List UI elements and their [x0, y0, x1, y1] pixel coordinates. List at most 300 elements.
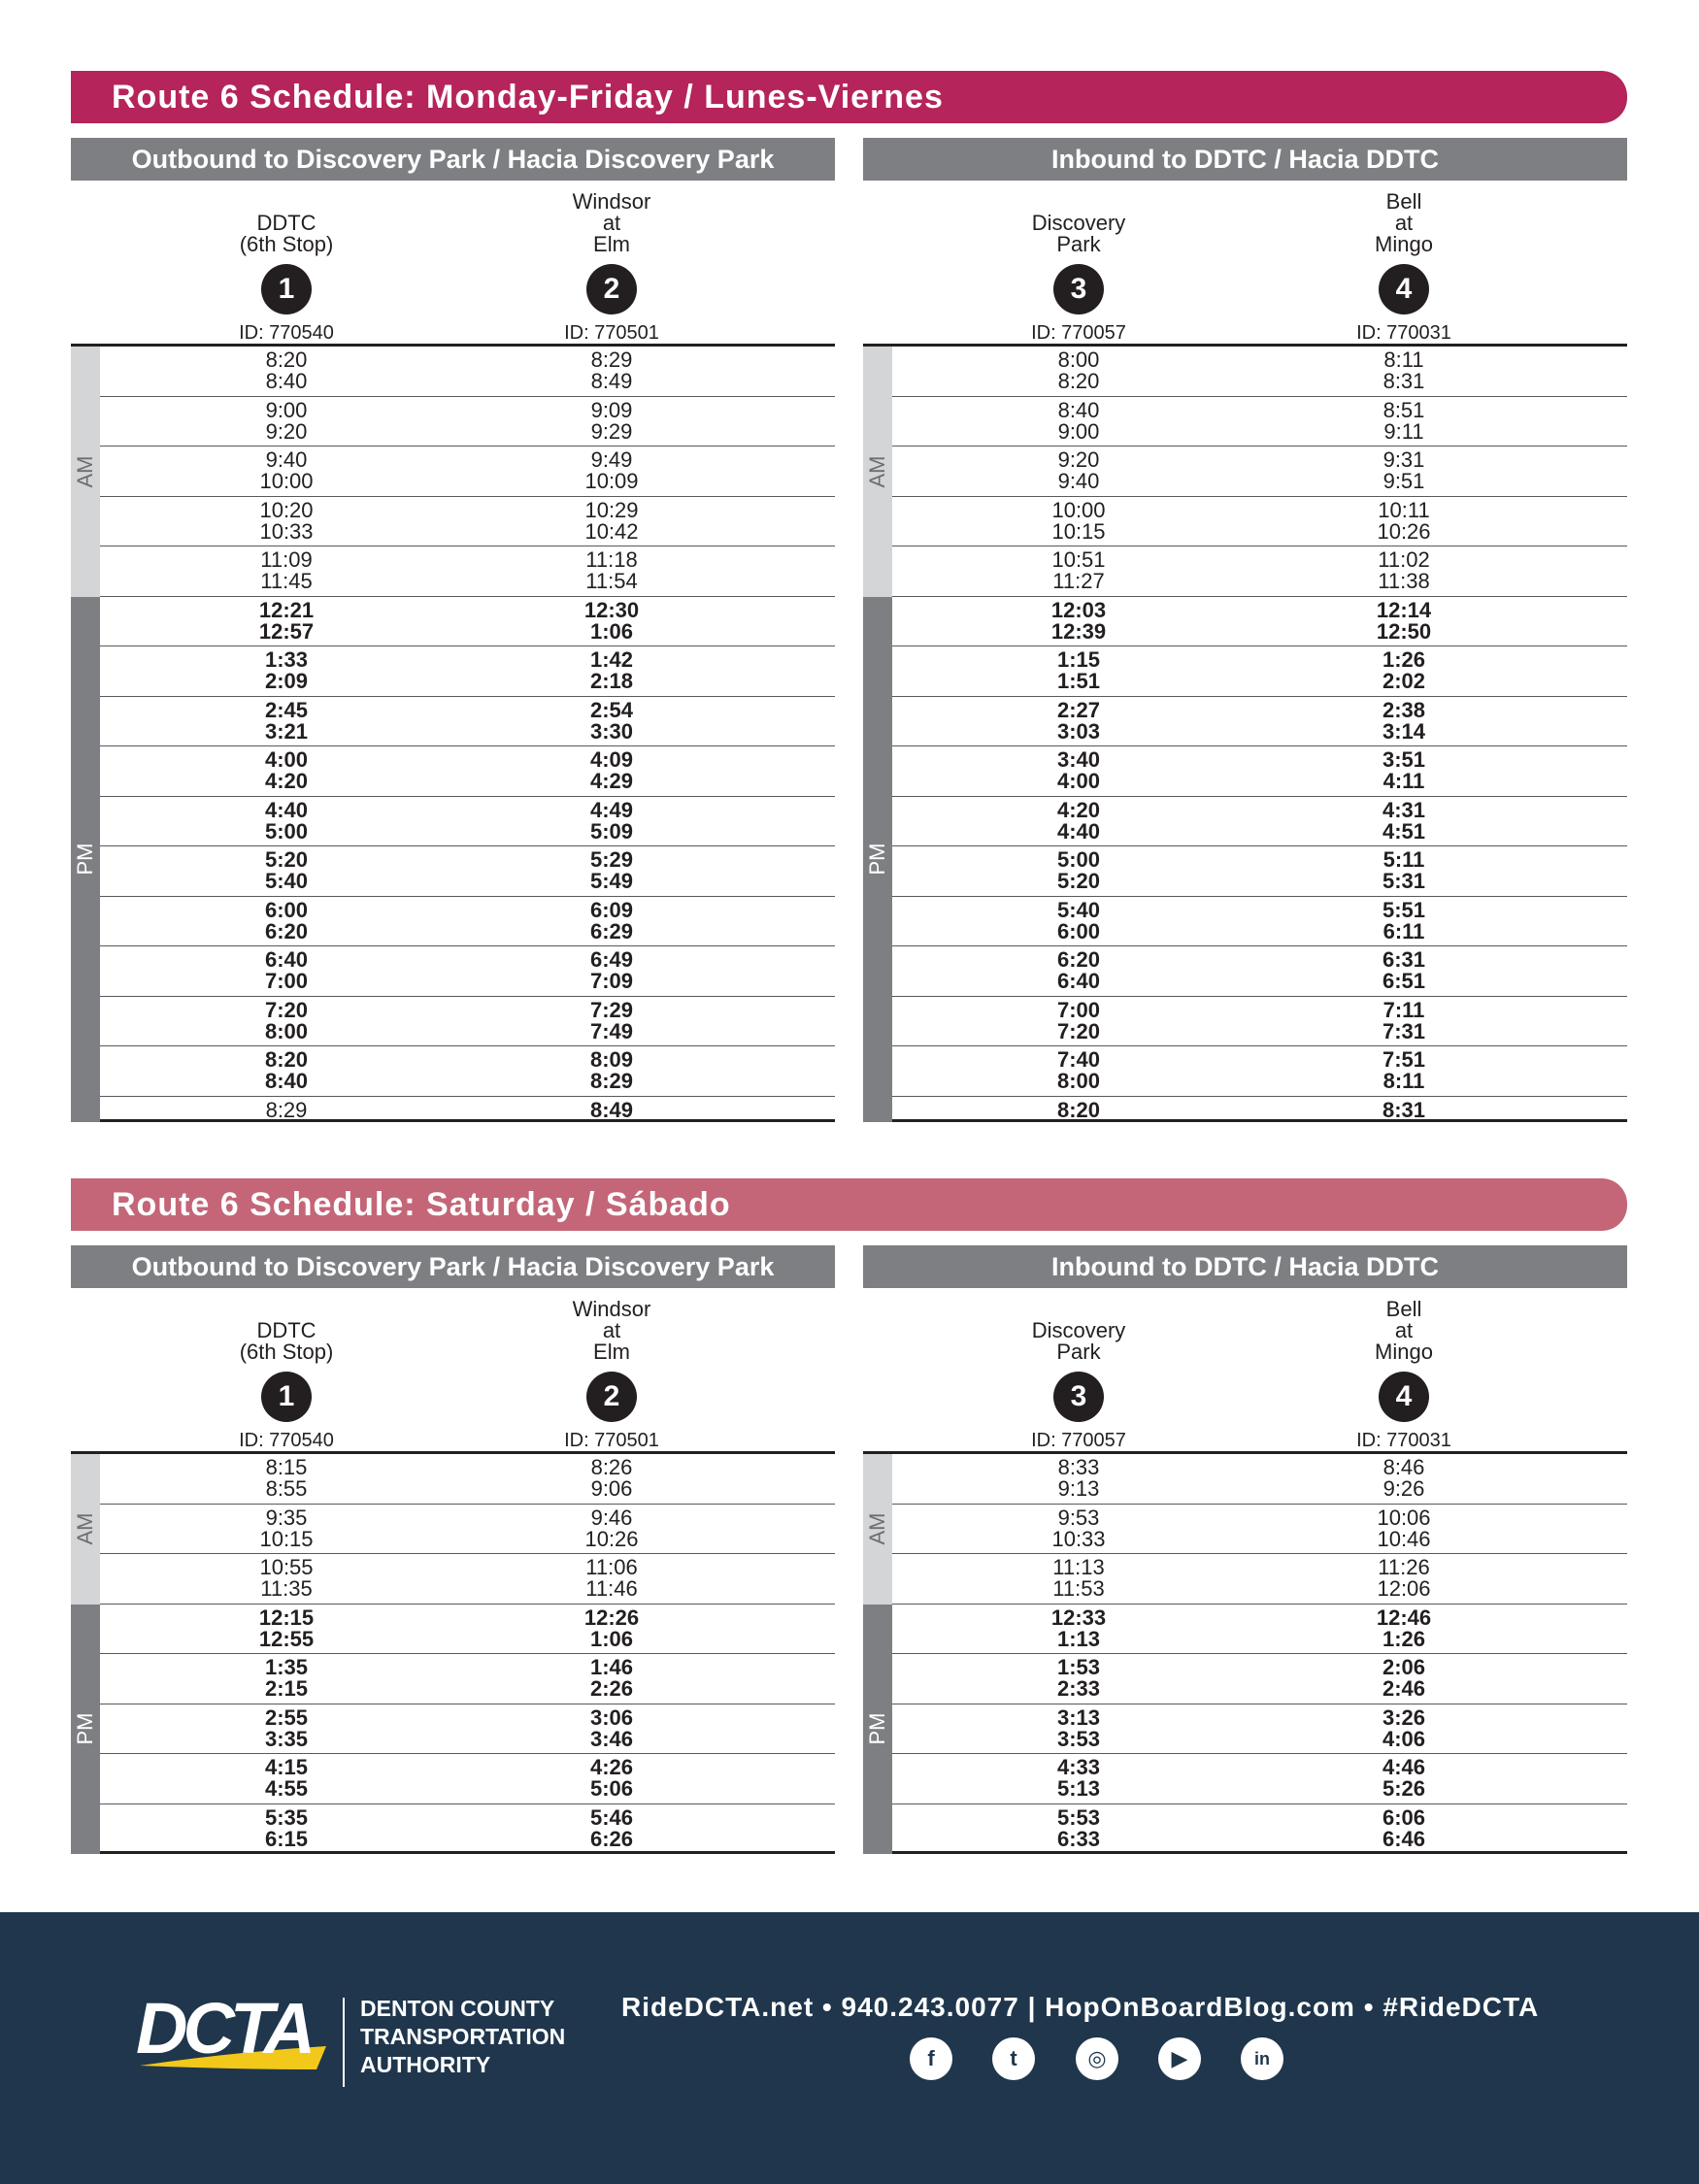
table-row: [100, 347, 835, 397]
departure-time: 12:21: [258, 597, 315, 622]
departure-time: 6:20: [1056, 947, 1101, 972]
departure-time: 8:49: [589, 1097, 634, 1122]
stop-id: ID: 770540: [239, 1430, 334, 1451]
departure-time: 5:00: [264, 818, 309, 844]
time-cell: [466, 1457, 757, 1500]
departure-time: 7:00: [264, 969, 309, 993]
am-band: [863, 1454, 892, 1605]
stop-id: ID: 770031: [1356, 322, 1451, 344]
stop-number-badge: 3: [1053, 1372, 1104, 1422]
departure-time: 6:26: [589, 1826, 634, 1851]
time-cell: [933, 997, 1224, 1043]
departure-time: 5:06: [589, 1776, 634, 1801]
table-row: [100, 746, 835, 797]
departure-time: 12:14: [1376, 597, 1432, 622]
departure-time: 5:00: [1056, 847, 1101, 872]
time-cell: [933, 749, 1224, 792]
departure-time: 7:20: [264, 997, 309, 1022]
stop-header: [466, 181, 757, 347]
departure-time: 6:33: [1056, 1826, 1101, 1851]
time-rows: [863, 347, 1627, 1122]
stop-header: [933, 1288, 1224, 1454]
saturday-outbound-table: [71, 1245, 835, 1854]
time-cell: [141, 1457, 432, 1500]
saturday-schedule: [71, 1178, 1627, 1851]
departure-time: 2:55: [264, 1704, 309, 1730]
departure-time: 2:02: [1382, 669, 1426, 693]
departure-time: 12:55: [258, 1626, 315, 1651]
departure-time: 2:27: [1056, 697, 1101, 722]
time-cell: [1258, 649, 1549, 692]
time-cell: [466, 497, 757, 544]
departure-time: 2:38: [1382, 697, 1426, 722]
departure-time: 7:29: [589, 997, 634, 1022]
table-header: Outbound to Discovery Park / Hacia Discovery Park: [71, 1245, 835, 1288]
departure-time: 3:13: [1056, 1704, 1101, 1730]
departure-time: 11:45: [260, 569, 313, 593]
time-cell: [1258, 449, 1549, 492]
departure-time: 5:11: [1383, 847, 1425, 872]
departure-time: 12:15: [258, 1605, 315, 1630]
am-band: [71, 1454, 100, 1605]
time-cell: [1258, 349, 1549, 392]
departure-time: 5:09: [589, 818, 634, 844]
pm-band: [71, 1605, 100, 1855]
time-cell: [933, 1097, 1224, 1122]
time-cell: [1258, 1607, 1549, 1650]
am-label: AM: [865, 455, 889, 488]
departure-time: 4:46: [1382, 1755, 1426, 1779]
departure-time: 10:00: [1051, 497, 1106, 522]
footer: [0, 1912, 1699, 2184]
departure-time: 10:42: [584, 518, 639, 544]
time-cell: [1258, 1804, 1549, 1851]
table-row: [892, 1046, 1627, 1097]
time-cell: [933, 1657, 1224, 1700]
stop-id: ID: 770057: [1031, 322, 1126, 344]
time-cell: [933, 849, 1224, 892]
stop-number-badge: 2: [586, 1372, 637, 1422]
departure-time: 11:06: [585, 1555, 638, 1579]
departure-time: 9:40: [265, 447, 308, 472]
departure-time: 1:26: [1382, 1626, 1426, 1651]
time-cell: [1258, 697, 1549, 744]
departure-time: 4:51: [1382, 818, 1426, 844]
departure-time: 3:14: [1382, 718, 1426, 744]
departure-time: 2:45: [264, 697, 309, 722]
org-name-line: TRANSPORTATION: [360, 2024, 566, 2049]
departure-time: 6:31: [1382, 947, 1426, 972]
departure-time: 1:53: [1056, 1655, 1101, 1679]
time-cell: [466, 897, 757, 943]
time-cell: [466, 449, 757, 492]
departure-time: 8:00: [1056, 1069, 1101, 1093]
departure-time: 8:51: [1383, 397, 1425, 422]
departure-time: 1:06: [589, 1626, 634, 1651]
departure-time: 1:51: [1056, 669, 1101, 693]
table-row: [892, 746, 1627, 797]
time-cell: [1258, 849, 1549, 892]
departure-time: 10:20: [259, 497, 314, 522]
departure-time: 2:15: [264, 1676, 309, 1701]
departure-time: 4:00: [1056, 769, 1101, 793]
table-row: [892, 1605, 1627, 1655]
table-row: [100, 1046, 835, 1097]
stop-header: [933, 181, 1224, 347]
youtube-icon[interactable]: ▶: [1158, 2037, 1201, 2080]
departure-time: 10:26: [584, 1526, 639, 1551]
time-cell: [466, 649, 757, 692]
time-cell: [1258, 1557, 1549, 1600]
table-row: [892, 797, 1627, 847]
time-cell: [1258, 597, 1549, 644]
time-cell: [141, 1097, 432, 1122]
table-row: [892, 1505, 1627, 1555]
time-cell: [933, 697, 1224, 744]
table-row: [100, 497, 835, 547]
departure-time: 4:26: [589, 1755, 634, 1779]
time-cell: [933, 449, 1224, 492]
departure-time: 8:40: [265, 369, 308, 393]
departure-time: 1:15: [1056, 647, 1101, 672]
departure-time: 10:09: [584, 469, 639, 493]
departure-time: 9:20: [1057, 447, 1100, 472]
time-cell: [141, 697, 432, 744]
departure-time: 8:11: [1383, 1069, 1425, 1093]
contact-info[interactable]: RideDCTA.net • 940.243.0077 | HopOnBoardBlog.com • #RideDCTA: [621, 1992, 1540, 2022]
departure-time: 10:33: [1051, 1526, 1106, 1551]
table-header: Outbound to Discovery Park / Hacia Discovery Park: [71, 138, 835, 181]
departure-time: 10:46: [1377, 1526, 1431, 1551]
time-cell: [466, 1757, 757, 1800]
departure-time: 5:51: [1382, 897, 1426, 922]
departure-time: 4:33: [1056, 1755, 1101, 1779]
departure-time: 11:54: [585, 569, 638, 593]
departure-time: 3:26: [1382, 1704, 1426, 1730]
departure-time: 7:51: [1382, 1047, 1426, 1072]
org-name: [360, 1995, 574, 2079]
org-name-line: DENTON COUNTY: [360, 1996, 555, 2021]
time-cell: [466, 1507, 757, 1550]
departure-time: 9:51: [1383, 469, 1425, 493]
table-header: Inbound to DDTC / Hacia DDTC: [863, 1245, 1627, 1288]
departure-time: 5:31: [1382, 869, 1426, 893]
stop-header: [1258, 181, 1549, 347]
departure-time: 8:20: [1056, 1097, 1101, 1122]
am-label: AM: [73, 1512, 97, 1545]
departure-time: 3:46: [589, 1726, 634, 1751]
departure-time: 8:29: [589, 1069, 634, 1093]
time-cell: [933, 1507, 1224, 1550]
departure-time: 7:11: [1383, 997, 1425, 1022]
stop-number-badge: 3: [1053, 264, 1104, 314]
table-row: [100, 797, 835, 847]
pm-band: [71, 597, 100, 1122]
table-row: [892, 447, 1627, 497]
table-row: [892, 1454, 1627, 1505]
departure-time: 9:13: [1057, 1476, 1100, 1501]
departure-time: 6:00: [1056, 918, 1101, 943]
departure-time: 11:18: [585, 547, 638, 572]
departure-time: 8:00: [264, 1018, 309, 1043]
facebook-icon[interactable]: f: [910, 2037, 952, 2080]
table-row: [892, 397, 1627, 447]
departure-time: 9:46: [590, 1505, 633, 1530]
pm-label: PM: [73, 1712, 97, 1745]
pm-band: [863, 597, 892, 1122]
am-band: [863, 347, 892, 597]
time-cell: [141, 1657, 432, 1700]
dcta-logo: [136, 1990, 330, 2082]
departure-time: 12:39: [1050, 618, 1107, 644]
departure-time: 3:30: [589, 718, 634, 744]
departure-time: 2:09: [264, 669, 309, 693]
time-cell: [466, 949, 757, 992]
departure-time: 6:15: [264, 1826, 309, 1851]
time-cell: [141, 597, 432, 644]
table-row: [100, 597, 835, 647]
departure-time: 2:33: [1056, 1676, 1101, 1701]
time-cell: [1258, 549, 1549, 592]
table-row: [892, 697, 1627, 747]
table-row: [892, 1654, 1627, 1704]
time-cell: [933, 497, 1224, 544]
stop-name: Windsor at Elm: [572, 189, 651, 256]
time-cell: [466, 997, 757, 1043]
time-cell: [933, 1049, 1224, 1092]
departure-time: 3:40: [1056, 747, 1101, 772]
instagram-icon[interactable]: ◎: [1076, 2037, 1118, 2080]
table-row: [892, 1704, 1627, 1755]
table-row: [892, 846, 1627, 897]
time-cell: [466, 797, 757, 844]
stop-number-badge: 4: [1379, 264, 1429, 314]
departure-time: 10:51: [1051, 547, 1106, 572]
departure-time: 3:35: [264, 1726, 309, 1751]
departure-time: 8:29: [265, 1097, 308, 1122]
table-row: [100, 397, 835, 447]
time-cell: [933, 1457, 1224, 1500]
departure-time: 6:51: [1382, 969, 1426, 993]
departure-time: 12:06: [1377, 1576, 1431, 1601]
time-cell: [466, 349, 757, 392]
departure-time: 9:40: [1057, 469, 1100, 493]
twitter-icon[interactable]: t: [992, 2037, 1035, 2080]
departure-time: 9:26: [1383, 1476, 1425, 1501]
departure-time: 12:03: [1050, 597, 1107, 622]
time-cell: [141, 949, 432, 992]
time-cell: [933, 649, 1224, 692]
weekday-banner: Route 6 Schedule: Monday-Friday / Lunes-Viernes: [71, 71, 1627, 123]
departure-time: 8:15: [265, 1455, 308, 1479]
departure-time: 12:57: [258, 618, 315, 644]
time-cell: [933, 897, 1224, 943]
time-cell: [141, 797, 432, 844]
departure-time: 8:40: [264, 1069, 309, 1093]
table-row: [100, 1654, 835, 1704]
time-cell: [466, 1607, 757, 1650]
departure-time: 10:26: [1377, 518, 1431, 544]
time-cell: [933, 349, 1224, 392]
stop-headers: [71, 1288, 835, 1454]
time-cell: [933, 1804, 1224, 1851]
time-cell: [466, 1657, 757, 1700]
time-cell: [933, 797, 1224, 844]
linkedin-icon[interactable]: in: [1241, 2037, 1283, 2080]
departure-time: 4:20: [264, 769, 309, 793]
time-cell: [141, 1557, 432, 1600]
departure-time: 5:40: [1056, 897, 1101, 922]
time-cell: [1258, 397, 1549, 444]
time-cell: [141, 897, 432, 943]
departure-time: 11:02: [1378, 547, 1430, 572]
stop-header: [141, 181, 432, 347]
stop-name: Discovery Park: [1031, 1318, 1126, 1364]
weekday-inbound-table: [863, 138, 1627, 1122]
departure-time: 2:06: [1382, 1655, 1426, 1679]
time-cell: [141, 1607, 432, 1650]
departure-time: 6:40: [1056, 969, 1101, 993]
time-cell: [466, 1049, 757, 1092]
departure-time: 11:35: [260, 1576, 313, 1601]
departure-time: 4:29: [589, 769, 634, 793]
departure-time: 2:18: [589, 669, 634, 693]
time-cell: [141, 449, 432, 492]
table-row: [892, 1554, 1627, 1605]
time-cell: [1258, 1097, 1549, 1122]
departure-time: 1:33: [264, 647, 309, 672]
time-cell: [1258, 1704, 1549, 1751]
table-row: [100, 646, 835, 697]
departure-time: 1:46: [589, 1655, 634, 1679]
time-cell: [1258, 1757, 1549, 1800]
time-cell: [466, 549, 757, 592]
stop-number-badge: 2: [586, 264, 637, 314]
departure-time: 9:00: [265, 397, 308, 422]
table-row: [892, 997, 1627, 1047]
stop-name: Windsor at Elm: [572, 1297, 651, 1364]
departure-time: 12:26: [583, 1605, 640, 1630]
time-cell: [466, 1804, 757, 1851]
departure-time: 6:06: [1382, 1804, 1426, 1830]
time-cell: [141, 849, 432, 892]
departure-time: 5:26: [1382, 1776, 1426, 1801]
departure-time: 11:38: [1378, 569, 1430, 593]
table-row: [100, 1505, 835, 1555]
time-rows: [71, 347, 835, 1122]
departure-time: 8:09: [589, 1047, 634, 1072]
departure-time: 5:40: [264, 869, 309, 893]
stop-id: ID: 770057: [1031, 1430, 1126, 1451]
stop-header: [1258, 1288, 1549, 1454]
time-cell: [1258, 749, 1549, 792]
time-cell: [466, 397, 757, 444]
table-row: [892, 1804, 1627, 1855]
departure-time: 4:55: [264, 1776, 309, 1801]
time-cell: [933, 949, 1224, 992]
departure-time: 8:26: [590, 1455, 633, 1479]
time-cell: [141, 749, 432, 792]
stop-number-badge: 1: [261, 264, 312, 314]
am-band: [71, 347, 100, 597]
departure-time: 3:06: [589, 1704, 634, 1730]
time-cell: [933, 549, 1224, 592]
table-row: [100, 897, 835, 947]
departure-time: 8:55: [265, 1476, 308, 1501]
departure-time: 6:00: [264, 897, 309, 922]
departure-time: 1:42: [589, 647, 634, 672]
table-row: [100, 1554, 835, 1605]
org-name-line: AUTHORITY: [360, 2052, 491, 2077]
table-row: [100, 1605, 835, 1655]
time-cell: [141, 1507, 432, 1550]
departure-time: 3:51: [1382, 747, 1426, 772]
table-row: [892, 546, 1627, 597]
time-cell: [1258, 1507, 1549, 1550]
departure-time: 7:40: [1056, 1047, 1101, 1072]
time-cell: [466, 1557, 757, 1600]
stop-name: DDTC (6th Stop): [239, 211, 334, 256]
departure-time: 6:20: [264, 918, 309, 943]
departure-time: 10:11: [1378, 497, 1430, 522]
table-header: Inbound to DDTC / Hacia DDTC: [863, 138, 1627, 181]
stop-header: [141, 1288, 432, 1454]
departure-time: 12:50: [1376, 618, 1432, 644]
stop-name: Discovery Park: [1031, 211, 1126, 256]
departure-time: 10:29: [584, 497, 639, 522]
departure-time: 4:49: [589, 797, 634, 822]
stop-id: ID: 770501: [564, 1430, 659, 1451]
table-row: [892, 946, 1627, 997]
table-row: [100, 1704, 835, 1755]
departure-time: 8:29: [590, 347, 633, 372]
departure-time: 9:49: [590, 447, 633, 472]
time-cell: [1258, 949, 1549, 992]
table-row: [892, 897, 1627, 947]
time-cell: [933, 597, 1224, 644]
time-cell: [141, 397, 432, 444]
time-cell: [1258, 497, 1549, 544]
table-row: [100, 1754, 835, 1804]
table-row: [100, 997, 835, 1047]
departure-time: 9:29: [590, 418, 633, 444]
departure-time: 5:29: [589, 847, 634, 872]
pm-label: PM: [865, 1712, 889, 1745]
stop-name: Bell at Mingo: [1375, 1297, 1433, 1364]
departure-time: 8:20: [264, 1047, 309, 1072]
time-cell: [1258, 997, 1549, 1043]
am-label: AM: [73, 455, 97, 488]
time-cell: [466, 749, 757, 792]
departure-time: 7:31: [1382, 1018, 1426, 1043]
time-cell: [933, 1704, 1224, 1751]
departure-time: 5:20: [264, 847, 309, 872]
time-cell: [141, 549, 432, 592]
departure-time: 1:13: [1056, 1626, 1101, 1651]
departure-time: 12:33: [1050, 1605, 1107, 1630]
departure-time: 10:06: [1377, 1505, 1431, 1530]
departure-time: 3:21: [264, 718, 309, 744]
saturday-banner: Route 6 Schedule: Saturday / Sábado: [71, 1178, 1627, 1231]
time-cell: [141, 1757, 432, 1800]
time-cell: [933, 1757, 1224, 1800]
departure-time: 12:46: [1376, 1605, 1432, 1630]
departure-time: 9:06: [590, 1476, 633, 1501]
logo-text: DCTA: [136, 1988, 312, 2068]
departure-time: 4:40: [1056, 818, 1101, 844]
pm-label: PM: [865, 843, 889, 876]
table-row: [892, 1097, 1627, 1122]
